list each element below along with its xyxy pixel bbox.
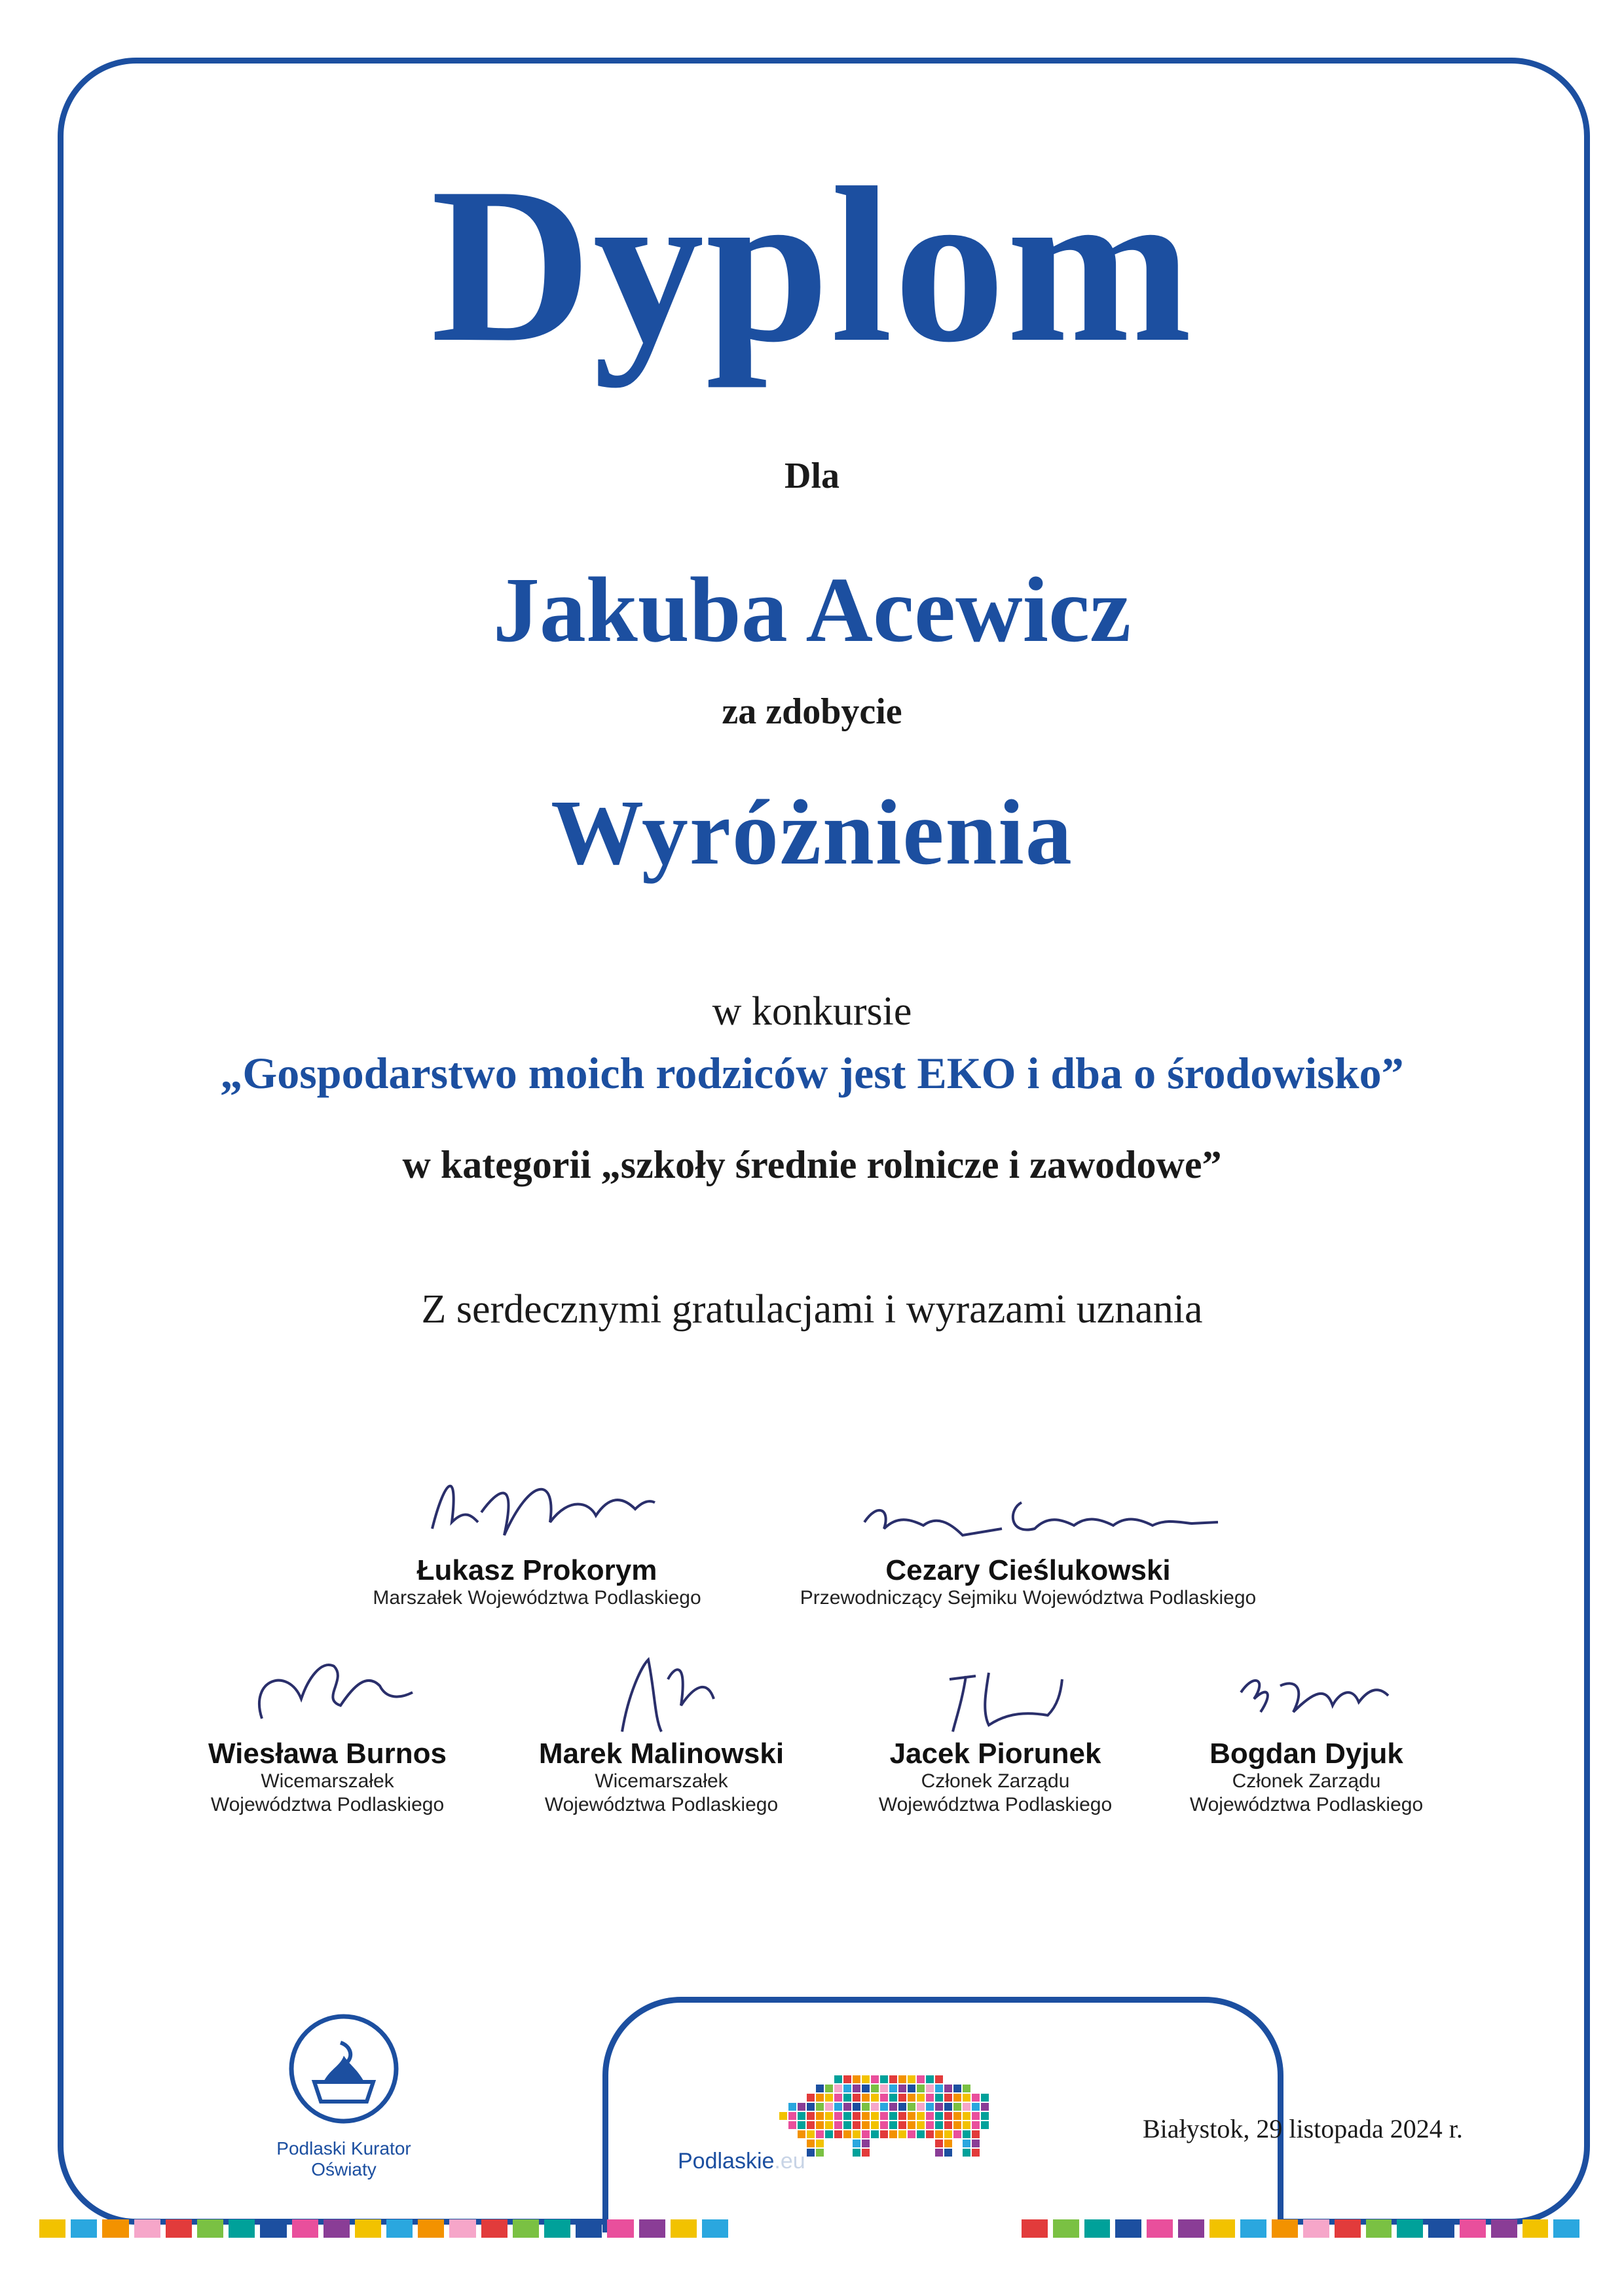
mosaic-tile (963, 2112, 970, 2120)
mosaic-tile (972, 2130, 980, 2138)
mosaic-tile (917, 2085, 925, 2092)
mosaic-tile (871, 2094, 879, 2102)
mosaic-tile (798, 2130, 805, 2138)
mosaic-tile (889, 2094, 897, 2102)
stripe-segment (449, 2219, 475, 2238)
mosaic-tile (825, 2130, 833, 2138)
stripe-segment (1115, 2219, 1141, 2238)
mosaic-tile (871, 2085, 879, 2092)
stripe-segment (702, 2219, 728, 2238)
mosaic-tile (880, 2103, 888, 2111)
signatory-role: Marszałek Województwa Podlaskiego (373, 1587, 701, 1609)
mosaic-tile (944, 2149, 952, 2157)
mosaic-tile (834, 2094, 842, 2102)
podlaskie-brand (678, 2149, 805, 2174)
mosaic-tile (935, 2140, 943, 2147)
mosaic-tile (834, 2121, 842, 2129)
mosaic-tile (889, 2075, 897, 2083)
stripe-segment (197, 2219, 223, 2238)
mosaic-tile (917, 2103, 925, 2111)
mosaic-tile (825, 2085, 833, 2092)
mosaic-tile (981, 2103, 989, 2111)
mosaic-tile (862, 2085, 870, 2092)
mosaic-tile (853, 2075, 860, 2083)
stripe-segment (1053, 2219, 1079, 2238)
mosaic-tile (862, 2140, 870, 2147)
mosaic-tile (972, 2112, 980, 2120)
mosaic-tile (963, 2130, 970, 2138)
mosaic-tile (880, 2121, 888, 2129)
signature-block-malinowski (517, 1640, 805, 1817)
mosaic-tile (926, 2075, 934, 2083)
mosaic-tile (788, 2103, 796, 2111)
mosaic-tile (834, 2112, 842, 2120)
mosaic-tile (834, 2130, 842, 2138)
mosaic-tile (944, 2103, 952, 2111)
mosaic-tile (926, 2112, 934, 2120)
mosaic-tile (816, 2112, 824, 2120)
stripe-segment (1303, 2219, 1329, 2238)
mosaic-tile (889, 2112, 897, 2120)
mosaic-tile (926, 2085, 934, 2092)
mosaic-tile (926, 2130, 934, 2138)
mosaic-tile (798, 2103, 805, 2111)
mosaic-tile (944, 2130, 952, 2138)
stripe-segment (639, 2219, 665, 2238)
handwritten-signature (406, 1450, 668, 1555)
signatory-role: Przewodniczący Sejmiku Województwa Podlaskiego (800, 1587, 1257, 1609)
handwritten-signature (891, 1640, 1100, 1738)
stripe-segment (1491, 2219, 1517, 2238)
diploma-title: Dyplom (430, 141, 1194, 388)
handwritten-signature (825, 1463, 1231, 1555)
stripe-segment (576, 2219, 602, 2238)
mosaic-tile (917, 2112, 925, 2120)
mosaic-tile (981, 2094, 989, 2102)
mosaic-tile (807, 2112, 815, 2120)
stripe-segment (386, 2219, 413, 2238)
mosaic-tile (816, 2121, 824, 2129)
mosaic-tile (889, 2130, 897, 2138)
mosaic-tile (917, 2075, 925, 2083)
mosaic-tile (944, 2085, 952, 2092)
podlaskie-brand-text: Podlaskie (678, 2149, 775, 2174)
signatory-role: Członek Zarządu (1232, 1770, 1381, 1793)
mosaic-tile (944, 2094, 952, 2102)
mosaic-tile (963, 2149, 970, 2157)
mosaic-tile (898, 2103, 906, 2111)
mosaic-tile (944, 2121, 952, 2129)
mosaic-tile (963, 2140, 970, 2147)
mosaic-tile (953, 2103, 961, 2111)
mosaic-tile (944, 2140, 952, 2147)
mosaic-tile (862, 2103, 870, 2111)
stripe-segment (1366, 2219, 1392, 2238)
kurator-emblem-icon (278, 2003, 409, 2134)
mosaic-tile (963, 2085, 970, 2092)
mosaic-tile (889, 2103, 897, 2111)
mosaic-tile (917, 2094, 925, 2102)
handwritten-signature (223, 1640, 432, 1738)
signature-block-prokorym (341, 1450, 733, 1610)
mosaic-tile (898, 2112, 906, 2120)
contest-name: „Gospodarstwo moich rodziców jest EKO i dba o środowisko” (220, 1048, 1404, 1098)
mosaic-tile (816, 2149, 824, 2157)
mosaic-tile (953, 2085, 961, 2092)
mosaic-tile (853, 2130, 860, 2138)
stripe-segment (229, 2219, 255, 2238)
mosaic-tile (834, 2103, 842, 2111)
signatory-role: Województwa Podlaskiego (878, 1794, 1113, 1816)
signatory-role: Wicemarszałek (261, 1770, 394, 1793)
mosaic-tile (816, 2085, 824, 2092)
mosaic-tile (972, 2149, 980, 2157)
stripe-segment (355, 2219, 381, 2238)
mosaic-tile (871, 2121, 879, 2129)
mosaic-tile (807, 2094, 815, 2102)
mosaic-tile (853, 2112, 860, 2120)
mosaic-tile (862, 2094, 870, 2102)
mosaic-tile (825, 2121, 833, 2129)
mosaic-tile (953, 2112, 961, 2120)
mosaic-tile (908, 2085, 915, 2092)
kurator-logo (236, 2003, 452, 2180)
mosaic-tile (862, 2121, 870, 2129)
mosaic-tile (935, 2149, 943, 2157)
mosaic-tile (825, 2112, 833, 2120)
mosaic-tile (871, 2130, 879, 2138)
mosaic-tile (798, 2121, 805, 2129)
mosaic-tile (889, 2085, 897, 2092)
mosaic-tile (908, 2130, 915, 2138)
mosaic-tile (926, 2094, 934, 2102)
signature-block-cieslukowski (773, 1463, 1283, 1610)
mosaic-tile (953, 2121, 961, 2129)
mosaic-tile (816, 2130, 824, 2138)
signatory-role: Wicemarszałek (595, 1770, 728, 1793)
mosaic-tile (917, 2130, 925, 2138)
mosaic-tile (908, 2103, 915, 2111)
mosaic-tile (917, 2121, 925, 2129)
mosaic-tile (898, 2085, 906, 2092)
stripe-segment (1522, 2219, 1549, 2238)
in-contest-label: w konkursie (712, 989, 912, 1034)
mosaic-tile (825, 2103, 833, 2111)
stripe-segment (544, 2219, 570, 2238)
mosaic-tile (972, 2121, 980, 2129)
congratulations-line: Z serdecznymi gratulacjami i wyrazami uznania (421, 1287, 1203, 1332)
signatory-role: Województwa Podlaskiego (544, 1794, 779, 1816)
kurator-name-line1: Podlaski Kurator (276, 2138, 411, 2159)
stripe-segment (1178, 2219, 1204, 2238)
signatory-name: Wiesława Burnos (208, 1738, 447, 1770)
mosaic-tile (981, 2121, 989, 2129)
mosaic-tile (981, 2112, 989, 2120)
mosaic-tile (862, 2112, 870, 2120)
stripe-segment (166, 2219, 192, 2238)
mosaic-tile (816, 2094, 824, 2102)
mosaic-tile (963, 2121, 970, 2129)
signature-block-piorunek (851, 1640, 1139, 1817)
signature-block-burnos (183, 1640, 471, 1817)
stripe-segment (134, 2219, 160, 2238)
handwritten-signature (557, 1640, 766, 1738)
mosaic-tile (935, 2075, 943, 2083)
mosaic-tile (935, 2094, 943, 2102)
mosaic-tile (862, 2149, 870, 2157)
mosaic-tile (898, 2075, 906, 2083)
stripe-segment (671, 2219, 697, 2238)
mosaic-tile (807, 2121, 815, 2129)
podlaskie-domain-suffix: .eu (774, 2149, 805, 2174)
for-label: Dla (784, 456, 840, 496)
for-achieving-label: za zdobycie (722, 691, 902, 732)
mosaic-tile (871, 2075, 879, 2083)
mosaic-tile (908, 2112, 915, 2120)
mosaic-tile (908, 2094, 915, 2102)
stripe-segment (102, 2219, 128, 2238)
mosaic-tile (834, 2085, 842, 2092)
mosaic-tile (816, 2140, 824, 2147)
mosaic-tile (972, 2140, 980, 2147)
mosaic-tile (843, 2112, 851, 2120)
signatory-name: Jacek Piorunek (889, 1738, 1101, 1770)
mosaic-tile (843, 2103, 851, 2111)
recipient-name: Jakuba Acewicz (492, 558, 1132, 661)
mosaic-tile (843, 2085, 851, 2092)
mosaic-tile (862, 2075, 870, 2083)
signature-block-dyjuk (1162, 1640, 1450, 1817)
mosaic-tile (880, 2085, 888, 2092)
mosaic-tile (779, 2112, 787, 2120)
signatory-role: Województwa Podlaskiego (1189, 1794, 1424, 1816)
stripe-segment (1428, 2219, 1454, 2238)
stripe-segment (1209, 2219, 1236, 2238)
stripe-segment (513, 2219, 539, 2238)
mosaic-tile (935, 2103, 943, 2111)
mosaic-tile (944, 2112, 952, 2120)
decorative-stripes-left (39, 2219, 733, 2238)
mosaic-tile (862, 2130, 870, 2138)
signatory-name: Łukasz Prokorym (416, 1554, 657, 1586)
mosaic-tile (898, 2094, 906, 2102)
mosaic-tile (853, 2121, 860, 2129)
stripe-segment (481, 2219, 507, 2238)
mosaic-tile (935, 2121, 943, 2129)
signatory-name: Bogdan Dyjuk (1209, 1738, 1403, 1770)
mosaic-tile (807, 2103, 815, 2111)
mosaic-tile (788, 2121, 796, 2129)
mosaic-tile (807, 2130, 815, 2138)
stripe-segment (71, 2219, 97, 2238)
decorative-stripes-right (1022, 2219, 1585, 2238)
mosaic-tile (798, 2112, 805, 2120)
category-line: w kategorii „szkoły średnie rolnicze i zawodowe” (402, 1143, 1222, 1186)
mosaic-tile (853, 2085, 860, 2092)
mosaic-tile (953, 2094, 961, 2102)
mosaic-tile (908, 2121, 915, 2129)
mosaic-tile (871, 2103, 879, 2111)
mosaic-tile (853, 2140, 860, 2147)
signatory-name: Cezary Cieślukowski (885, 1554, 1171, 1586)
mosaic-tile (935, 2130, 943, 2138)
stripe-segment (1022, 2219, 1048, 2238)
stripe-segment (1147, 2219, 1173, 2238)
mosaic-tile (816, 2103, 824, 2111)
mosaic-tile (843, 2075, 851, 2083)
mosaic-tile (889, 2121, 897, 2129)
mosaic-tile (926, 2103, 934, 2111)
mosaic-tile (880, 2075, 888, 2083)
mosaic-tile (972, 2103, 980, 2111)
stripe-segment (323, 2219, 350, 2238)
mosaic-tile (834, 2075, 842, 2083)
stripe-segment (1460, 2219, 1486, 2238)
mosaic-tile (843, 2121, 851, 2129)
mosaic-tile (880, 2094, 888, 2102)
mosaic-tile (935, 2112, 943, 2120)
mosaic-tile (807, 2140, 815, 2147)
mosaic-tile (880, 2112, 888, 2120)
mosaic-tile (843, 2094, 851, 2102)
handwritten-signature (1202, 1640, 1411, 1738)
award-title: Wyróżnienia (551, 780, 1073, 884)
mosaic-tile (926, 2121, 934, 2129)
mosaic-tile (963, 2103, 970, 2111)
stripe-segment (1084, 2219, 1111, 2238)
mosaic-tile (898, 2121, 906, 2129)
mosaic-tile (963, 2094, 970, 2102)
stripe-segment (1553, 2219, 1579, 2238)
stripe-segment (418, 2219, 444, 2238)
mosaic-tile (898, 2130, 906, 2138)
stripe-segment (39, 2219, 65, 2238)
stripe-segment (1240, 2219, 1266, 2238)
mosaic-tile (788, 2112, 796, 2120)
mosaic-tile (843, 2130, 851, 2138)
mosaic-tile (853, 2149, 860, 2157)
stripe-segment (1335, 2219, 1361, 2238)
stripe-segment (260, 2219, 286, 2238)
stripe-segment (1397, 2219, 1423, 2238)
mosaic-tile (807, 2149, 815, 2157)
mosaic-tile (871, 2112, 879, 2120)
signatory-name: Marek Malinowski (538, 1738, 784, 1770)
mosaic-tile (935, 2085, 943, 2092)
stripe-segment (292, 2219, 318, 2238)
mosaic-tile (972, 2094, 980, 2102)
mosaic-tile (880, 2130, 888, 2138)
mosaic-tile (908, 2075, 915, 2083)
stripe-segment (607, 2219, 633, 2238)
place-and-date: Białystok, 29 listopada 2024 r. (1143, 2114, 1463, 2143)
mosaic-tile (953, 2130, 961, 2138)
mosaic-tile (825, 2094, 833, 2102)
signatory-role: Członek Zarządu (921, 1770, 1070, 1793)
mosaic-tile (853, 2103, 860, 2111)
stripe-segment (1272, 2219, 1298, 2238)
kurator-name-line2: Oświaty (311, 2159, 377, 2179)
mosaic-tile (853, 2094, 860, 2102)
signatory-role: Województwa Podlaskiego (210, 1794, 445, 1816)
